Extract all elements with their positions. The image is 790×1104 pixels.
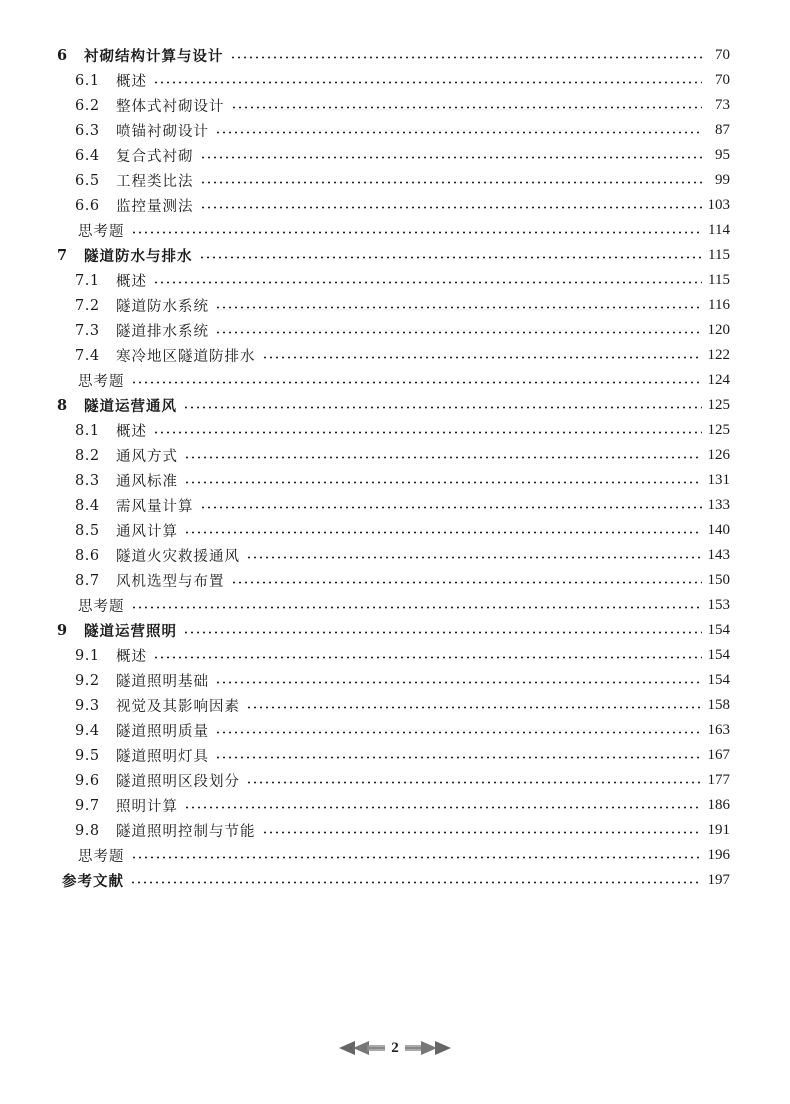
toc-entry-title: 需风量计算 [116,499,194,515]
toc-entry-title: 喷锚衬砌设计 [116,124,209,140]
toc-entry-title: 概述 [116,424,147,440]
dot-leader [200,206,703,209]
toc-entry-number: 6.6 [75,197,100,214]
toc-entry-section [0,118,790,143]
dot-leader [153,81,702,84]
toc-entry-number: 8.7 [75,572,100,589]
toc-entry-page: 163 [707,722,730,738]
dot-leader [200,506,703,509]
toc-entry-number: 9.2 [75,672,100,689]
dot-leader [246,556,702,559]
toc-entry-number: 9.1 [75,647,100,664]
toc-entry-title: 寒冷地区隧道防排水 [116,349,256,365]
dot-leader [183,406,702,409]
toc-entry-number: 7.4 [75,347,100,364]
dot-leader [246,781,702,784]
toc-entry-page: 167 [707,747,730,763]
toc-entry-number: 8.2 [75,447,100,464]
toc-entry-title: 隧道火灾救援通风 [116,549,240,565]
dot-leader [215,131,702,134]
toc-entry-section [0,318,790,343]
dot-leader [230,56,703,59]
toc-entry-title: 隧道防水系统 [116,299,209,315]
toc-entry-chapter [0,618,790,643]
toc-entry-number: 7.2 [75,297,100,314]
toc-entry-number: 8.4 [75,497,100,514]
toc-entry-ref [0,868,790,893]
toc-entry-title: 衬砌结构计算与设计 [84,48,224,65]
toc-entry-title: 工程类比法 [116,174,194,190]
toc-entry-page: 153 [707,597,730,613]
dot-leader [215,731,702,734]
toc-entry-sub [0,368,790,393]
toc-entry-title: 概述 [116,274,147,290]
toc-entry-page: 73 [715,97,730,113]
toc-entry-section [0,768,790,793]
toc-entry-title: 隧道照明灯具 [116,749,209,765]
toc-entry-title: 视觉及其影响因素 [116,699,240,715]
toc-entry-page: 70 [715,47,730,63]
toc-entry-title: 思考题 [78,374,125,390]
toc-entry-sub [0,843,790,868]
toc-entry-page: 125 [707,422,730,438]
toc-entry-section [0,293,790,318]
toc-entry-section [0,443,790,468]
toc-entry-title: 参考文献 [62,873,124,890]
toc-entry-section [0,143,790,168]
toc-entry-page: 115 [708,272,730,288]
toc-entry-title: 隧道照明基础 [116,674,209,690]
dot-leader [262,356,703,359]
toc-entry-page: 191 [707,822,730,838]
dot-leader [200,156,703,159]
page-number: 2 [391,1039,399,1056]
toc-entry-page: 126 [707,447,730,463]
dot-leader [231,581,703,584]
toc-entry-page: 103 [707,197,730,213]
toc-entry-page: 133 [707,497,730,513]
toc-entry-section [0,418,790,443]
toc-entry-page: 158 [707,697,730,713]
toc-entry-section [0,543,790,568]
toc-entry-title: 概述 [116,649,147,665]
toc-entry-number: 7.3 [75,322,100,339]
toc-entry-sub [0,218,790,243]
toc-entry-section [0,168,790,193]
toc-entry-section [0,268,790,293]
toc-entry-number: 9.4 [75,722,100,739]
toc-entry-number: 9 [57,622,68,639]
dot-leader [184,531,702,534]
toc-entry-page: 115 [708,247,730,263]
toc-entry-section [0,668,790,693]
toc-entry-title: 思考题 [78,224,125,240]
toc-entry-number: 6.5 [75,172,100,189]
toc-entry-page: 125 [707,397,730,413]
right-arrow-ornament-icon [405,1040,451,1056]
toc-entry-page: 150 [707,572,730,588]
toc-entry-number: 7 [57,247,68,264]
dot-leader [131,606,703,609]
toc-entry-title: 隧道运营通风 [84,398,177,415]
dot-leader [153,656,702,659]
toc-entry-section [0,343,790,368]
dot-leader [131,381,703,384]
toc-entry-title: 通风方式 [116,449,178,465]
toc-entry-title: 隧道照明控制与节能 [116,824,256,840]
dot-leader [215,681,702,684]
toc-entry-title: 通风标准 [116,474,178,490]
toc-entry-page: 95 [715,147,730,163]
toc-entry-title: 风机选型与布置 [116,574,225,590]
toc-entry-sub [0,593,790,618]
page-footer [0,1036,790,1060]
left-arrow-ornament-icon [339,1040,385,1056]
dot-leader [231,106,703,109]
dot-leader [215,331,702,334]
dot-leader [215,306,702,309]
toc-entry-title: 思考题 [78,849,125,865]
toc-entry-number: 6.4 [75,147,100,164]
toc-entry-number: 7.1 [75,272,100,289]
toc-entry-page: 124 [707,372,730,388]
toc-entry-number: 8 [57,397,68,414]
toc-entry-title: 概述 [116,74,147,90]
toc-entry-title: 隧道照明质量 [116,724,209,740]
toc-entry-title: 照明计算 [116,799,178,815]
dot-leader [130,881,702,884]
toc-entry-section [0,193,790,218]
dot-leader [153,281,702,284]
toc-entry-page: 131 [707,472,730,488]
toc-entry-page: 177 [707,772,730,788]
toc-entry-section [0,743,790,768]
dot-leader [246,706,702,709]
dot-leader [184,806,702,809]
dot-leader [131,231,703,234]
dot-leader [200,181,703,184]
toc-entry-title: 隧道运营照明 [84,623,177,640]
dot-leader [199,256,703,259]
dot-leader [215,756,702,759]
toc-entry-number: 8.1 [75,422,100,439]
toc-entry-number: 8.3 [75,472,100,489]
toc-entry-title: 通风计算 [116,524,178,540]
toc-entry-page: 116 [708,297,730,313]
toc-entry-section [0,568,790,593]
toc-entry-page: 154 [707,622,730,638]
toc-entry-section [0,793,790,818]
toc-entry-title: 隧道防水与排水 [84,248,193,265]
toc-entry-section [0,493,790,518]
table-of-contents [0,43,790,893]
dot-leader [184,456,702,459]
toc-entry-number: 9.5 [75,747,100,764]
toc-entry-title: 思考题 [78,599,125,615]
toc-entry-chapter [0,43,790,68]
toc-entry-chapter [0,393,790,418]
dot-leader [184,481,702,484]
dot-leader [262,831,703,834]
toc-entry-section [0,93,790,118]
toc-entry-section [0,468,790,493]
toc-entry-page: 99 [715,172,730,188]
toc-entry-section [0,68,790,93]
toc-entry-page: 70 [715,72,730,88]
toc-entry-section [0,643,790,668]
toc-entry-number: 9.6 [75,772,100,789]
dot-leader [183,631,702,634]
toc-entry-page: 87 [715,122,730,138]
toc-entry-section [0,693,790,718]
toc-entry-page: 120 [707,322,730,338]
toc-entry-number: 6.1 [75,72,100,89]
toc-entry-section [0,718,790,743]
toc-entry-number: 6.3 [75,122,100,139]
toc-entry-title: 整体式衬砌设计 [116,99,225,115]
toc-entry-number: 6 [57,47,68,64]
toc-entry-title: 隧道照明区段划分 [116,774,240,790]
toc-entry-page: 196 [707,847,730,863]
toc-entry-chapter [0,243,790,268]
toc-entry-page: 186 [707,797,730,813]
toc-entry-page: 140 [707,522,730,538]
toc-entry-number: 9.7 [75,797,100,814]
dot-leader [153,431,702,434]
toc-entry-page: 122 [707,347,730,363]
toc-entry-page: 143 [707,547,730,563]
toc-entry-page: 114 [708,222,730,238]
toc-entry-number: 6.2 [75,97,100,114]
toc-entry-number: 8.6 [75,547,100,564]
toc-entry-page: 154 [707,672,730,688]
toc-entry-number: 9.3 [75,697,100,714]
toc-entry-number: 8.5 [75,522,100,539]
toc-entry-page: 154 [707,647,730,663]
toc-entry-section [0,818,790,843]
dot-leader [131,856,703,859]
toc-entry-title: 隧道排水系统 [116,324,209,340]
toc-entry-section [0,518,790,543]
toc-entry-number: 9.8 [75,822,100,839]
toc-entry-title: 复合式衬砌 [116,149,194,165]
toc-entry-title: 监控量测法 [116,199,194,215]
toc-entry-page: 197 [707,872,730,888]
